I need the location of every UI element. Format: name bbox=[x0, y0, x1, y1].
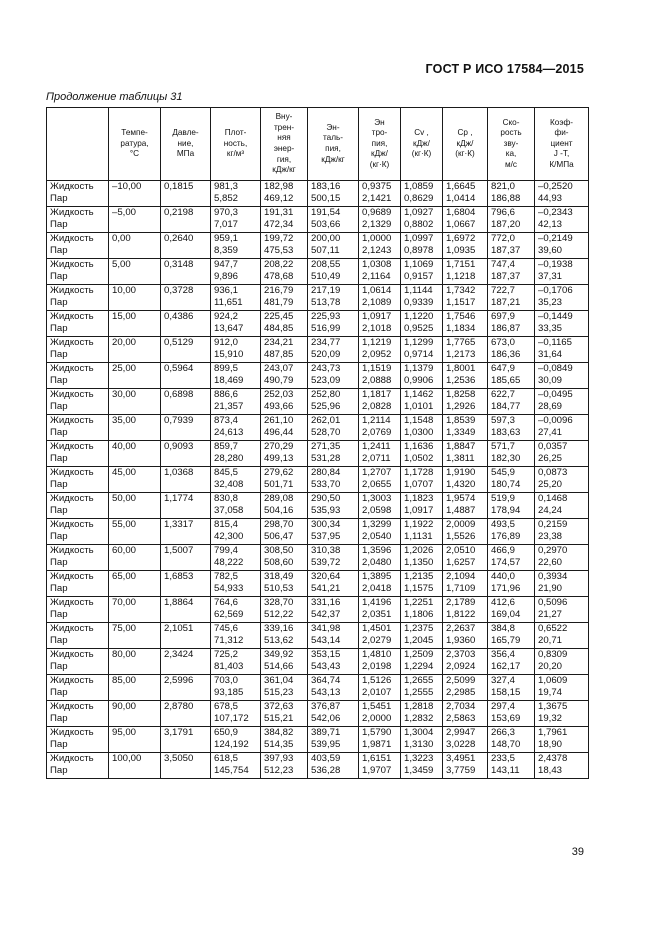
page-number: 39 bbox=[571, 846, 584, 858]
value-cell: 815,4 42,300 bbox=[211, 519, 261, 545]
value-cell: 3,4951 3,7759 bbox=[443, 753, 488, 779]
value-cell: –0,2343 42,13 bbox=[535, 207, 589, 233]
value-cell: 873,4 24,613 bbox=[211, 415, 261, 441]
value-cell: 782,5 54,933 bbox=[211, 571, 261, 597]
value-cell: 200,00 507,11 bbox=[308, 233, 359, 259]
value-cell: 1,5790 1,9871 bbox=[359, 727, 401, 753]
value-cell: 182,98 469,12 bbox=[261, 181, 308, 207]
phase-cell: Жидкость Пар bbox=[47, 701, 109, 727]
value-cell: –0,1706 35,23 bbox=[535, 285, 589, 311]
value-cell: 0,2640 bbox=[161, 233, 211, 259]
value-cell: 65,00 bbox=[109, 571, 161, 597]
value-cell: 35,00 bbox=[109, 415, 161, 441]
value-cell: 650,9 124,192 bbox=[211, 727, 261, 753]
column-header-1: Темпе- ратура, °С bbox=[109, 108, 161, 181]
table-row bbox=[47, 727, 589, 753]
value-cell: 697,9 186,87 bbox=[488, 311, 535, 337]
value-cell: 1,3004 1,3130 bbox=[401, 727, 443, 753]
phase-cell: Жидкость Пар bbox=[47, 441, 109, 467]
table-row bbox=[47, 233, 589, 259]
phase-cell: Жидкость Пар bbox=[47, 285, 109, 311]
value-cell: 678,5 107,172 bbox=[211, 701, 261, 727]
phase-cell: Жидкость Пар bbox=[47, 623, 109, 649]
value-cell: 2,5099 2,2985 bbox=[443, 675, 488, 701]
value-cell: 796,6 187,20 bbox=[488, 207, 535, 233]
value-cell: 1,1636 1,0502 bbox=[401, 441, 443, 467]
column-header-9: Ско- рость зву- ка, м/с bbox=[488, 108, 535, 181]
value-cell: 403,59 536,28 bbox=[308, 753, 359, 779]
table-row bbox=[47, 415, 589, 441]
value-cell: 1,1069 0,9157 bbox=[401, 259, 443, 285]
value-cell: 764,6 62,569 bbox=[211, 597, 261, 623]
value-cell: 217,19 513,78 bbox=[308, 285, 359, 311]
value-cell: 0,3934 21,90 bbox=[535, 571, 589, 597]
column-header-5: Эн- таль- пия, кДж/кг bbox=[308, 108, 359, 181]
value-cell: 310,38 539,72 bbox=[308, 545, 359, 571]
value-cell: 216,79 481,79 bbox=[261, 285, 308, 311]
table-row bbox=[47, 545, 589, 571]
column-header-7: Cv , кДж/ (кг·К) bbox=[401, 108, 443, 181]
value-cell: 45,00 bbox=[109, 467, 161, 493]
value-cell: 397,93 512,23 bbox=[261, 753, 308, 779]
value-cell: 745,6 71,312 bbox=[211, 623, 261, 649]
value-cell: 1,4810 2,0198 bbox=[359, 649, 401, 675]
column-header-3: Плот- ность, кг/м³ bbox=[211, 108, 261, 181]
value-cell: 270,29 499,13 bbox=[261, 441, 308, 467]
value-cell: 2,5996 bbox=[161, 675, 211, 701]
table-row bbox=[47, 623, 589, 649]
value-cell: 1,2135 1,1575 bbox=[401, 571, 443, 597]
phase-cell: Жидкость Пар bbox=[47, 727, 109, 753]
phase-cell: Жидкость Пар bbox=[47, 571, 109, 597]
value-cell: 1,2655 1,2555 bbox=[401, 675, 443, 701]
table-row bbox=[47, 493, 589, 519]
value-cell: 2,9947 3,0228 bbox=[443, 727, 488, 753]
value-cell: 234,21 487,85 bbox=[261, 337, 308, 363]
value-cell: –5,00 bbox=[109, 207, 161, 233]
value-cell: 2,3424 bbox=[161, 649, 211, 675]
value-cell: 298,70 506,47 bbox=[261, 519, 308, 545]
value-cell: 1,2707 2,0655 bbox=[359, 467, 401, 493]
value-cell: 2,8780 bbox=[161, 701, 211, 727]
value-cell: 1,2251 1,1806 bbox=[401, 597, 443, 623]
value-cell: 0,8309 20,20 bbox=[535, 649, 589, 675]
value-cell: 243,07 490,79 bbox=[261, 363, 308, 389]
value-cell: 3,5050 bbox=[161, 753, 211, 779]
value-cell: 40,00 bbox=[109, 441, 161, 467]
table-row bbox=[47, 571, 589, 597]
value-cell: 618,5 145,754 bbox=[211, 753, 261, 779]
column-header-0 bbox=[47, 108, 109, 181]
column-header-10: Коэф- фи- циент J -Т, К/МПа bbox=[535, 108, 589, 181]
value-cell: 1,7765 1,2173 bbox=[443, 337, 488, 363]
value-cell: 90,00 bbox=[109, 701, 161, 727]
value-cell: 10,00 bbox=[109, 285, 161, 311]
value-cell: 225,45 484,85 bbox=[261, 311, 308, 337]
phase-cell: Жидкость Пар bbox=[47, 649, 109, 675]
value-cell: 384,82 514,35 bbox=[261, 727, 308, 753]
value-cell: 356,4 162,17 bbox=[488, 649, 535, 675]
value-cell: 1,0927 0,8802 bbox=[401, 207, 443, 233]
value-cell: –0,1449 33,35 bbox=[535, 311, 589, 337]
value-cell: –0,2520 44,93 bbox=[535, 181, 589, 207]
value-cell: 0,9093 bbox=[161, 441, 211, 467]
value-cell: 830,8 37,058 bbox=[211, 493, 261, 519]
value-cell: 279,62 501,71 bbox=[261, 467, 308, 493]
value-cell: 1,1519 2,0888 bbox=[359, 363, 401, 389]
value-cell: 300,34 537,95 bbox=[308, 519, 359, 545]
value-cell: 0,2198 bbox=[161, 207, 211, 233]
value-cell: 1,9190 1,4320 bbox=[443, 467, 488, 493]
value-cell: 647,9 185,65 bbox=[488, 363, 535, 389]
value-cell: 703,0 93,185 bbox=[211, 675, 261, 701]
phase-cell: Жидкость Пар bbox=[47, 207, 109, 233]
value-cell: 376,87 542,06 bbox=[308, 701, 359, 727]
phase-cell: Жидкость Пар bbox=[47, 363, 109, 389]
value-cell: 1,2375 1,2045 bbox=[401, 623, 443, 649]
value-cell: 0,1468 24,24 bbox=[535, 493, 589, 519]
value-cell: 1,4196 2,0351 bbox=[359, 597, 401, 623]
value-cell: 1,1817 2,0828 bbox=[359, 389, 401, 415]
value-cell: 1,1774 bbox=[161, 493, 211, 519]
value-cell: 2,1051 bbox=[161, 623, 211, 649]
value-cell: 290,50 535,93 bbox=[308, 493, 359, 519]
table-row bbox=[47, 597, 589, 623]
value-cell: 1,7151 1,1218 bbox=[443, 259, 488, 285]
value-cell: 936,1 11,651 bbox=[211, 285, 261, 311]
value-cell: 1,0368 bbox=[161, 467, 211, 493]
value-cell: 1,3895 2,0418 bbox=[359, 571, 401, 597]
value-cell: 597,3 183,63 bbox=[488, 415, 535, 441]
value-cell: 339,16 513,62 bbox=[261, 623, 308, 649]
value-cell: 191,31 472,34 bbox=[261, 207, 308, 233]
value-cell: 271,35 531,28 bbox=[308, 441, 359, 467]
value-cell: 1,1379 0,9906 bbox=[401, 363, 443, 389]
value-cell: 361,04 515,23 bbox=[261, 675, 308, 701]
value-cell: 1,7961 18,90 bbox=[535, 727, 589, 753]
value-cell: 341,98 543,14 bbox=[308, 623, 359, 649]
value-cell: 1,2818 1,2832 bbox=[401, 701, 443, 727]
value-cell: 725,2 81,403 bbox=[211, 649, 261, 675]
value-cell: 50,00 bbox=[109, 493, 161, 519]
value-cell: 1,3223 1,3459 bbox=[401, 753, 443, 779]
value-cell: 2,0009 1,5526 bbox=[443, 519, 488, 545]
value-cell: 1,1144 0,9339 bbox=[401, 285, 443, 311]
value-cell: 886,6 21,357 bbox=[211, 389, 261, 415]
value-cell: 0,6522 20,71 bbox=[535, 623, 589, 649]
value-cell: 353,15 543,43 bbox=[308, 649, 359, 675]
value-cell: 0,1815 bbox=[161, 181, 211, 207]
column-header-6: Эн тро- пия, кДж/ (кг·К) bbox=[359, 108, 401, 181]
properties-table bbox=[46, 107, 589, 779]
value-cell: 25,00 bbox=[109, 363, 161, 389]
value-cell: 0,0357 26,25 bbox=[535, 441, 589, 467]
value-cell: 308,50 508,60 bbox=[261, 545, 308, 571]
value-cell: 3,1791 bbox=[161, 727, 211, 753]
value-cell: 519,9 178,94 bbox=[488, 493, 535, 519]
value-cell: 0,2970 22,60 bbox=[535, 545, 589, 571]
value-cell: 1,2411 2,0711 bbox=[359, 441, 401, 467]
value-cell: 1,3003 2,0598 bbox=[359, 493, 401, 519]
table-row bbox=[47, 259, 589, 285]
column-header-8: Cp , кДж/ (кг·К) bbox=[443, 108, 488, 181]
phase-cell: Жидкость Пар bbox=[47, 233, 109, 259]
value-cell: 5,00 bbox=[109, 259, 161, 285]
value-cell: 1,1462 1,0101 bbox=[401, 389, 443, 415]
column-header-4: Вну- трен- няя энер- гия, кДж/кг bbox=[261, 108, 308, 181]
value-cell: 252,03 493,66 bbox=[261, 389, 308, 415]
value-cell: 1,8847 1,3811 bbox=[443, 441, 488, 467]
table-row bbox=[47, 311, 589, 337]
value-cell: –10,00 bbox=[109, 181, 161, 207]
value-cell: 412,6 169,04 bbox=[488, 597, 535, 623]
value-cell: 1,1299 0,9714 bbox=[401, 337, 443, 363]
value-cell: 384,8 165,79 bbox=[488, 623, 535, 649]
value-cell: 1,1823 1,0917 bbox=[401, 493, 443, 519]
value-cell: 0,9375 2,1421 bbox=[359, 181, 401, 207]
value-cell: 331,16 542,37 bbox=[308, 597, 359, 623]
value-cell: 1,7342 1,1517 bbox=[443, 285, 488, 311]
value-cell: 2,1094 1,7109 bbox=[443, 571, 488, 597]
value-cell: 320,64 541,21 bbox=[308, 571, 359, 597]
table-row bbox=[47, 207, 589, 233]
value-cell: 1,3675 19,32 bbox=[535, 701, 589, 727]
value-cell: 15,00 bbox=[109, 311, 161, 337]
value-cell: 225,93 516,99 bbox=[308, 311, 359, 337]
phase-cell: Жидкость Пар bbox=[47, 675, 109, 701]
value-cell: 772,0 187,37 bbox=[488, 233, 535, 259]
value-cell: 80,00 bbox=[109, 649, 161, 675]
value-cell: 191,54 503,66 bbox=[308, 207, 359, 233]
value-cell: 85,00 bbox=[109, 675, 161, 701]
phase-cell: Жидкость Пар bbox=[47, 181, 109, 207]
value-cell: 799,4 48,222 bbox=[211, 545, 261, 571]
value-cell: 0,4386 bbox=[161, 311, 211, 337]
value-cell: 622,7 184,77 bbox=[488, 389, 535, 415]
phase-cell: Жидкость Пар bbox=[47, 311, 109, 337]
value-cell: 2,1789 1,8122 bbox=[443, 597, 488, 623]
value-cell: 859,7 28,280 bbox=[211, 441, 261, 467]
value-cell: 1,8539 1,3349 bbox=[443, 415, 488, 441]
value-cell: 571,7 182,30 bbox=[488, 441, 535, 467]
value-cell: 1,2114 2,0769 bbox=[359, 415, 401, 441]
value-cell: 1,5451 2,0000 bbox=[359, 701, 401, 727]
value-cell: 970,3 7,017 bbox=[211, 207, 261, 233]
value-cell: 899,5 18,469 bbox=[211, 363, 261, 389]
value-cell: 1,0000 2,1243 bbox=[359, 233, 401, 259]
table-row bbox=[47, 285, 589, 311]
value-cell: 75,00 bbox=[109, 623, 161, 649]
value-cell: 1,8001 1,2536 bbox=[443, 363, 488, 389]
phase-cell: Жидкость Пар bbox=[47, 545, 109, 571]
value-cell: 70,00 bbox=[109, 597, 161, 623]
value-cell: 0,5096 21,27 bbox=[535, 597, 589, 623]
value-cell: 440,0 171,96 bbox=[488, 571, 535, 597]
value-cell: 1,0997 0,8978 bbox=[401, 233, 443, 259]
phase-cell: Жидкость Пар bbox=[47, 259, 109, 285]
value-cell: –0,0849 30,09 bbox=[535, 363, 589, 389]
value-cell: –0,0495 28,69 bbox=[535, 389, 589, 415]
phase-cell: Жидкость Пар bbox=[47, 389, 109, 415]
value-cell: 1,0859 0,8629 bbox=[401, 181, 443, 207]
value-cell: 1,6853 bbox=[161, 571, 211, 597]
value-cell: 1,5007 bbox=[161, 545, 211, 571]
value-cell: 60,00 bbox=[109, 545, 161, 571]
value-cell: 297,4 153,69 bbox=[488, 701, 535, 727]
table-row bbox=[47, 181, 589, 207]
value-cell: 924,2 13,647 bbox=[211, 311, 261, 337]
value-cell: 1,3317 bbox=[161, 519, 211, 545]
value-cell: 327,4 158,15 bbox=[488, 675, 535, 701]
table-row bbox=[47, 701, 589, 727]
value-cell: 183,16 500,15 bbox=[308, 181, 359, 207]
value-cell: 673,0 186,36 bbox=[488, 337, 535, 363]
value-cell: 208,55 510,49 bbox=[308, 259, 359, 285]
value-cell: 0,0873 25,20 bbox=[535, 467, 589, 493]
value-cell: 1,0917 2,1018 bbox=[359, 311, 401, 337]
value-cell: 1,6151 1,9707 bbox=[359, 753, 401, 779]
value-cell: 1,9574 1,4887 bbox=[443, 493, 488, 519]
value-cell: –0,0096 27,41 bbox=[535, 415, 589, 441]
value-cell: 328,70 512,22 bbox=[261, 597, 308, 623]
value-cell: 1,8258 1,2926 bbox=[443, 389, 488, 415]
value-cell: 389,71 539,95 bbox=[308, 727, 359, 753]
value-cell: 1,5126 2,0107 bbox=[359, 675, 401, 701]
value-cell: 0,6898 bbox=[161, 389, 211, 415]
value-cell: 0,3148 bbox=[161, 259, 211, 285]
value-cell: 959,1 8,359 bbox=[211, 233, 261, 259]
phase-cell: Жидкость Пар bbox=[47, 519, 109, 545]
value-cell: 821,0 186,88 bbox=[488, 181, 535, 207]
value-cell: 2,7034 2,5863 bbox=[443, 701, 488, 727]
value-cell: 262,01 528,70 bbox=[308, 415, 359, 441]
value-cell: 1,1219 2,0952 bbox=[359, 337, 401, 363]
value-cell: 0,5964 bbox=[161, 363, 211, 389]
value-cell: 1,3596 2,0480 bbox=[359, 545, 401, 571]
phase-cell: Жидкость Пар bbox=[47, 467, 109, 493]
value-cell: 234,77 520,09 bbox=[308, 337, 359, 363]
value-cell: 30,00 bbox=[109, 389, 161, 415]
value-cell: 1,2509 1,2294 bbox=[401, 649, 443, 675]
phase-cell: Жидкость Пар bbox=[47, 415, 109, 441]
value-cell: 722,7 187,21 bbox=[488, 285, 535, 311]
value-cell: 252,80 525,96 bbox=[308, 389, 359, 415]
table-row bbox=[47, 389, 589, 415]
value-cell: 1,1922 1,1131 bbox=[401, 519, 443, 545]
value-cell: 349,92 514,66 bbox=[261, 649, 308, 675]
value-cell: 0,00 bbox=[109, 233, 161, 259]
table-header-row bbox=[47, 108, 589, 181]
value-cell: 1,1548 1,0300 bbox=[401, 415, 443, 441]
value-cell: 1,0609 19,74 bbox=[535, 675, 589, 701]
value-cell: –0,1938 37,31 bbox=[535, 259, 589, 285]
value-cell: 1,0308 2,1164 bbox=[359, 259, 401, 285]
value-cell: 261,10 496,44 bbox=[261, 415, 308, 441]
table-row bbox=[47, 337, 589, 363]
column-header-2: Давле- ние, МПа bbox=[161, 108, 211, 181]
value-cell: 95,00 bbox=[109, 727, 161, 753]
table-row bbox=[47, 363, 589, 389]
value-cell: 1,6645 1,0414 bbox=[443, 181, 488, 207]
value-cell: 199,72 475,53 bbox=[261, 233, 308, 259]
value-cell: 280,84 533,70 bbox=[308, 467, 359, 493]
value-cell: 981,3 5,852 bbox=[211, 181, 261, 207]
value-cell: 0,5129 bbox=[161, 337, 211, 363]
value-cell: –0,2149 39,60 bbox=[535, 233, 589, 259]
table-row bbox=[47, 519, 589, 545]
table-body bbox=[47, 181, 589, 779]
value-cell: 1,2026 1,1350 bbox=[401, 545, 443, 571]
value-cell: 947,7 9,896 bbox=[211, 259, 261, 285]
value-cell: 2,3703 2,0924 bbox=[443, 649, 488, 675]
value-cell: –0,1165 31,64 bbox=[535, 337, 589, 363]
value-cell: 1,0614 2,1089 bbox=[359, 285, 401, 311]
value-cell: 1,6804 1,0667 bbox=[443, 207, 488, 233]
phase-cell: Жидкость Пар bbox=[47, 753, 109, 779]
value-cell: 747,4 187,37 bbox=[488, 259, 535, 285]
value-cell: 208,22 478,68 bbox=[261, 259, 308, 285]
value-cell: 1,3299 2,0540 bbox=[359, 519, 401, 545]
document-id: ГОСТ Р ИСО 17584—2015 bbox=[425, 62, 584, 76]
value-cell: 55,00 bbox=[109, 519, 161, 545]
value-cell: 233,5 143,11 bbox=[488, 753, 535, 779]
value-cell: 1,6972 1,0935 bbox=[443, 233, 488, 259]
value-cell: 845,5 32,408 bbox=[211, 467, 261, 493]
value-cell: 243,73 523,09 bbox=[308, 363, 359, 389]
value-cell: 466,9 174,57 bbox=[488, 545, 535, 571]
value-cell: 2,2637 1,9360 bbox=[443, 623, 488, 649]
value-cell: 1,1220 0,9525 bbox=[401, 311, 443, 337]
value-cell: 1,4501 2,0279 bbox=[359, 623, 401, 649]
value-cell: 20,00 bbox=[109, 337, 161, 363]
phase-cell: Жидкость Пар bbox=[47, 597, 109, 623]
phase-cell: Жидкость Пар bbox=[47, 337, 109, 363]
value-cell: 318,49 510,53 bbox=[261, 571, 308, 597]
table-row bbox=[47, 467, 589, 493]
value-cell: 0,7939 bbox=[161, 415, 211, 441]
value-cell: 545,9 180,74 bbox=[488, 467, 535, 493]
value-cell: 1,7546 1,1834 bbox=[443, 311, 488, 337]
table-row bbox=[47, 675, 589, 701]
value-cell: 2,0510 1,6257 bbox=[443, 545, 488, 571]
value-cell: 0,2159 23,38 bbox=[535, 519, 589, 545]
table-row bbox=[47, 441, 589, 467]
phase-cell: Жидкость Пар bbox=[47, 493, 109, 519]
value-cell: 266,3 148,70 bbox=[488, 727, 535, 753]
table-row bbox=[47, 753, 589, 779]
value-cell: 0,9689 2,1329 bbox=[359, 207, 401, 233]
value-cell: 1,1728 1,0707 bbox=[401, 467, 443, 493]
table-caption: Продолжение таблицы 31 bbox=[46, 91, 183, 103]
value-cell: 100,00 bbox=[109, 753, 161, 779]
value-cell: 372,63 515,21 bbox=[261, 701, 308, 727]
value-cell: 289,08 504,16 bbox=[261, 493, 308, 519]
value-cell: 493,5 176,89 bbox=[488, 519, 535, 545]
value-cell: 2,4378 18,43 bbox=[535, 753, 589, 779]
value-cell: 1,8864 bbox=[161, 597, 211, 623]
value-cell: 912,0 15,910 bbox=[211, 337, 261, 363]
table-row bbox=[47, 649, 589, 675]
value-cell: 364,74 543,13 bbox=[308, 675, 359, 701]
value-cell: 0,3728 bbox=[161, 285, 211, 311]
